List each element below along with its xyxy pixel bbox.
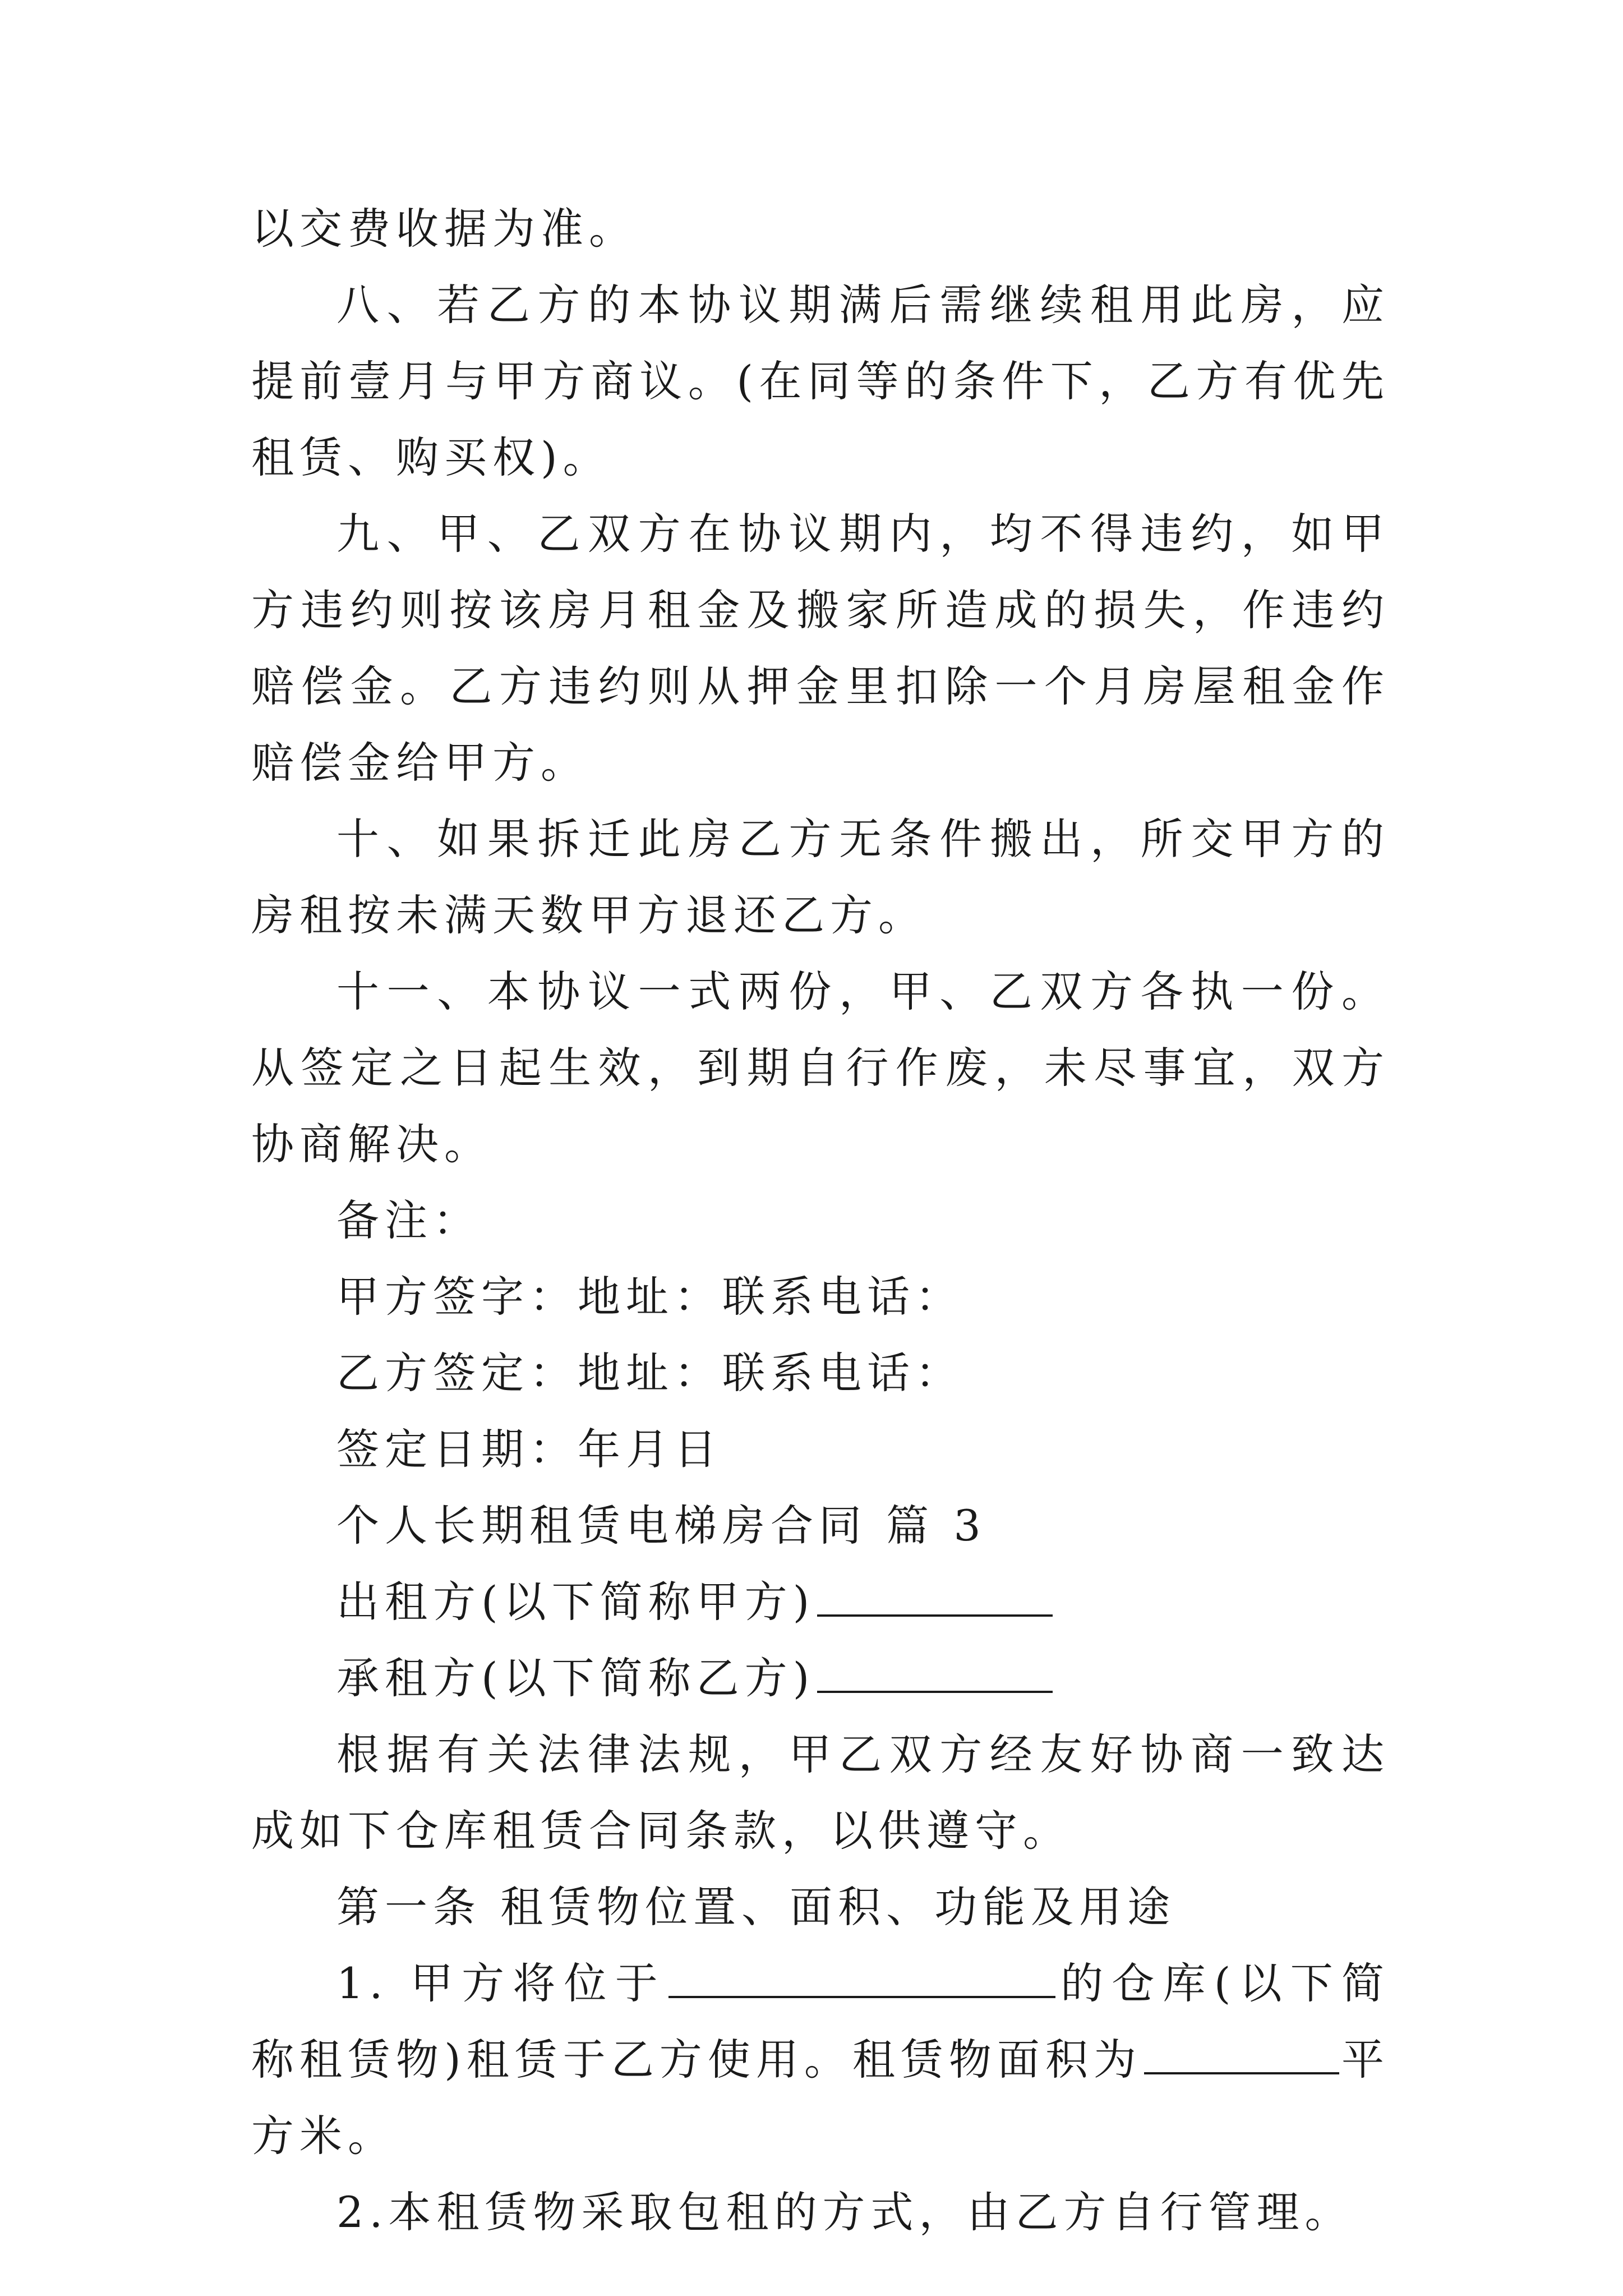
paragraph-payment-receipt: 以交费收据为准。 bbox=[251, 204, 637, 254]
area-blank bbox=[1144, 2033, 1339, 2074]
signing-date-line: 签定日期：年月日 bbox=[336, 1424, 722, 1474]
remarks-label: 备注： bbox=[336, 1195, 481, 1245]
paragraph-clause-9: 九、甲、乙双方在协议期内，均不得违约，如甲方违约则按该房月租金及搬家所造成的损失，作违约赔偿金。乙方违约则从押金里扣除一个月房屋租金作赔偿金给甲方。 bbox=[251, 509, 1390, 788]
article-1-heading: 第一条 租赁物位置、面积、功能及用途 bbox=[336, 1882, 1176, 1932]
party-a-signature-line: 甲方签字：地址：联系电话： bbox=[336, 1272, 963, 1322]
contract-section-title: 个人长期租赁电梯房合同 篇 3 bbox=[336, 1501, 986, 1550]
lessor-blank bbox=[817, 1575, 1053, 1617]
article-1-item-1 bbox=[251, 1945, 1390, 2174]
paragraph-clause-10: 十、如果拆迁此房乙方无条件搬出，所交甲方的房租按未满天数甲方退还乙方。 bbox=[251, 814, 1390, 940]
location-blank bbox=[668, 1957, 1055, 1998]
lessee-blank bbox=[817, 1651, 1053, 1693]
paragraph-clause-8: 八、若乙方的本协议期满后需继续租用此房，应提前壹月与甲方商议。(在同等的条件下，乙方有优先租赁、购买权)。 bbox=[251, 280, 1390, 482]
lessor-label: 出租方(以下简称甲方) bbox=[336, 1577, 815, 1627]
item-1-part-b: 的仓库(以下简称租赁物)租赁于乙方使用。租赁物面积为 bbox=[251, 1958, 1390, 2085]
paragraph-preamble: 根据有关法律法规，甲乙双方经友好协商一致达成如下仓库租赁合同条款，以供遵守。 bbox=[251, 1729, 1390, 1856]
paragraph-clause-11: 十一、本协议一式两份，甲、乙双方各执一份。从签定之日起生效，到期自行作废，未尽事宜，双方协商解决。 bbox=[251, 967, 1390, 1169]
lessee-label: 承租方(以下简称乙方) bbox=[336, 1653, 815, 1703]
item-1-part-c: 平方米。 bbox=[251, 2035, 1390, 2161]
item-1-part-a: 1. 甲方将位于 bbox=[336, 1958, 666, 2008]
lessor-line bbox=[251, 1564, 1390, 1640]
article-1-item-2: 2.本租赁物采取包租的方式，由乙方自行管理。 bbox=[336, 2187, 1353, 2237]
lessee-line bbox=[251, 1640, 1390, 1717]
party-b-signature-line: 乙方签定：地址：联系电话： bbox=[336, 1348, 963, 1398]
document-body bbox=[251, 191, 1390, 2251]
